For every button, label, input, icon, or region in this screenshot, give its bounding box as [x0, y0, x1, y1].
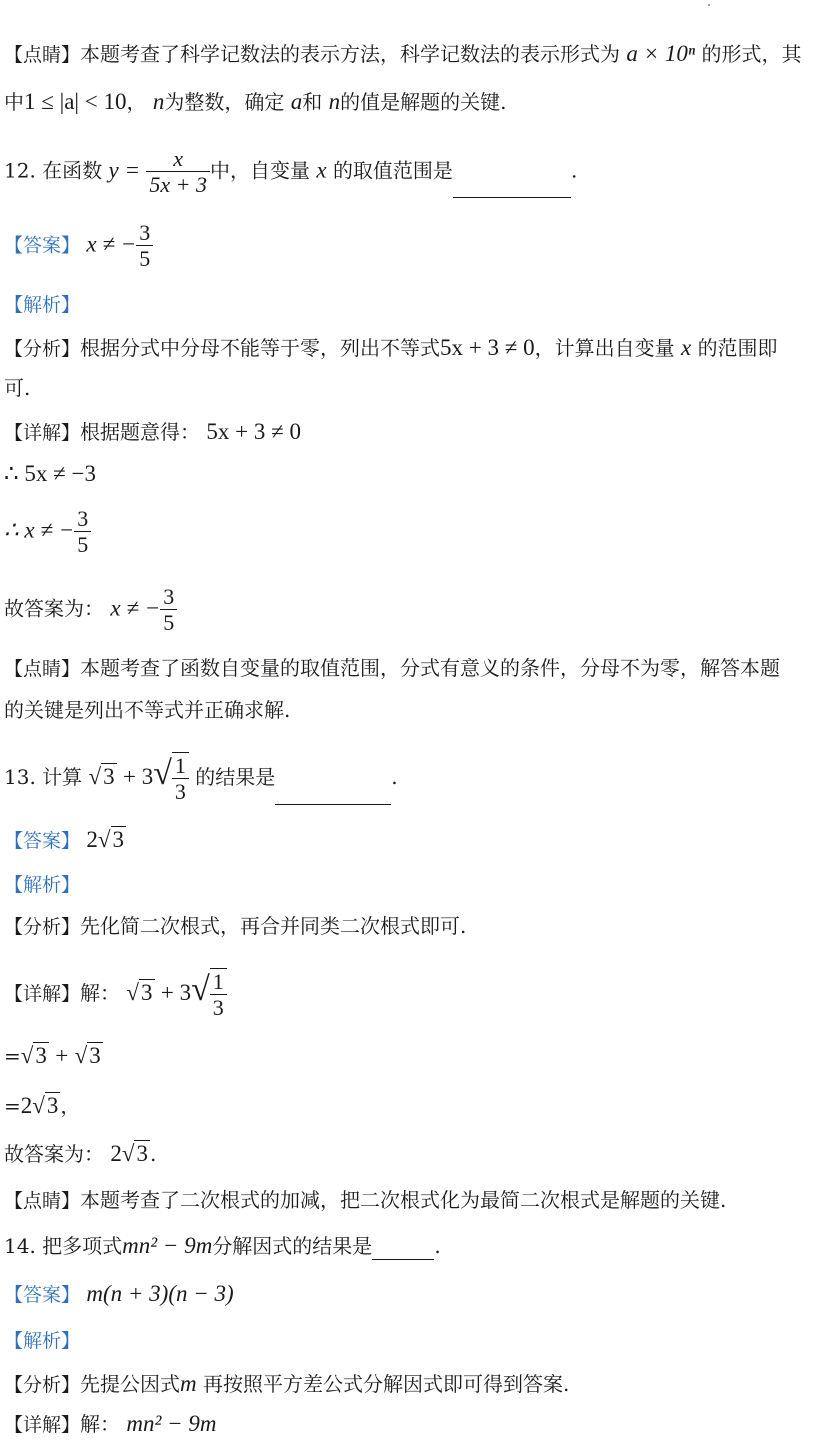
radicand-fraction: [172, 752, 189, 805]
analysis-tag: 【解析】: [4, 294, 81, 316]
coefficient: 2: [110, 1141, 122, 1166]
xiangjie-tag: 【详解】: [4, 982, 81, 1005]
q12-answer: [4, 220, 153, 272]
question-13: [4, 752, 398, 805]
radicand: 3: [141, 979, 153, 1005]
var-x: x: [680, 335, 692, 360]
q13-final: [4, 1140, 156, 1168]
text: 解：: [80, 1412, 121, 1436]
sqrt: √3: [88, 763, 115, 789]
question-14: [4, 1232, 441, 1260]
fraction-numerator: 3: [77, 506, 89, 531]
text: 本题考查了函数自变量的取值范围，分式有意义的条件，分母不为零，解答本题: [80, 656, 781, 680]
fenxi-tag: 【分析】: [4, 916, 81, 938]
text-zhong: 中: [4, 90, 24, 114]
text: ，计算出自变量: [534, 336, 675, 360]
text: 可.: [4, 376, 31, 400]
question-12-suffix: 的取值范围是: [332, 158, 453, 183]
q12-final: [4, 584, 177, 636]
radicand: 3: [89, 1043, 101, 1068]
sqrt: √3: [32, 1093, 59, 1118]
radicand-fraction: [210, 968, 227, 1021]
text: 解：: [80, 980, 121, 1005]
dianjing-tag: 【点睛】: [4, 44, 81, 66]
q14-jiexi: [4, 1328, 80, 1353]
coefficient: 2: [86, 827, 98, 852]
dianjing-tag: 【点睛】: [4, 658, 81, 680]
q12-jiexi: [4, 292, 80, 317]
radicand: 3: [103, 763, 115, 789]
radicand: 3: [35, 1043, 47, 1068]
period: .: [570, 158, 578, 183]
q12-xiangjie: [4, 418, 301, 446]
question-12-prefix: 12. 在函数: [4, 158, 103, 183]
question-12-mid: 中，自变量: [210, 158, 310, 183]
function-lhs: y =: [108, 157, 141, 183]
function-fraction: [146, 146, 210, 198]
dianjing-tag: 【点睛】: [4, 1190, 81, 1212]
q14-answer: [4, 1280, 234, 1308]
sci-notation-formula: a × 10ⁿ: [626, 41, 696, 66]
var-m: m: [180, 1371, 197, 1396]
corner-mark: [708, 4, 710, 6]
step-fraction: [74, 506, 91, 558]
text: 的值是解题的关键.: [340, 90, 507, 114]
var-n: n: [152, 89, 165, 114]
question-14-suffix: 分解因式的结果是: [212, 1234, 373, 1258]
period: .: [391, 764, 398, 789]
fenxi-tag: 【分析】: [4, 1374, 81, 1396]
answer-fraction: [136, 220, 153, 272]
answer-blank: [372, 1259, 434, 1260]
fraction-denominator: 5: [136, 245, 153, 271]
plus-term: + 3: [123, 763, 154, 789]
polynomial: mn² − 9m: [122, 1233, 213, 1258]
q12-dianjing-line-2: [4, 698, 290, 722]
q12-dianjing-line-1: [4, 656, 780, 681]
q12-fenxi-line-1: [4, 334, 778, 362]
text: 和: [302, 90, 323, 114]
fraction-denominator: 5x + 3: [146, 171, 210, 197]
inequality-formula: 5x + 3 ≠ 0: [206, 419, 301, 444]
question-14-prefix: 14. 把多项式: [4, 1234, 123, 1258]
sqrt: √3: [121, 1141, 148, 1166]
coefficient: 2: [20, 1093, 33, 1118]
equals: =: [4, 1094, 21, 1118]
plus: +: [55, 1043, 69, 1068]
text: 的关键是列出不等式并正确求解.: [4, 698, 291, 722]
var-n: n: [328, 89, 341, 114]
text: 再按照平方差公式分解因式即可得到答案.: [196, 1372, 570, 1396]
radicand: 3: [136, 1141, 148, 1166]
text: 根据分式中分母不能等于零，列出不等式: [80, 336, 441, 360]
text: 故答案为：: [4, 1142, 104, 1166]
var-a: a: [290, 89, 303, 114]
sqrt-fraction: √: [191, 970, 210, 1008]
fraction-numerator: 1: [174, 753, 186, 778]
answer-blank: [453, 197, 571, 198]
q13-eq-2: [4, 1092, 80, 1120]
fenxi-tag: 【分析】: [4, 338, 81, 360]
q13-answer: [4, 826, 126, 854]
dianjing-line-2: [4, 88, 506, 116]
xiangjie-tag: 【详解】: [4, 1414, 81, 1436]
xiangjie-tag: 【详解】: [4, 422, 81, 444]
sqrt-fraction: √: [153, 754, 172, 792]
dianjing-text-end: 的形式，其: [701, 42, 802, 66]
q14-xiangjie: [4, 1410, 217, 1438]
question-13-suffix: 的结果是: [195, 764, 276, 789]
analysis-tag: 【解析】: [4, 874, 81, 896]
text: 故答案为：: [4, 596, 104, 621]
equals: =: [4, 1044, 21, 1068]
q13-eq-1: [4, 1042, 103, 1070]
text: 的范围即: [697, 336, 778, 360]
fraction-denominator: 5: [160, 609, 177, 635]
sqrt: √3: [97, 827, 124, 852]
fraction-denominator: 5: [74, 531, 91, 557]
q13-dianjing: [4, 1188, 726, 1213]
q13-jiexi: [4, 872, 80, 897]
dianjing-line-1: [4, 40, 802, 68]
answer-tag: 【答案】: [4, 234, 81, 257]
question-13-prefix: 13. 计算: [4, 764, 83, 789]
q12-step-1: ∴ 5x ≠ −3: [4, 461, 96, 486]
text: 为整数，确定: [164, 90, 285, 114]
fraction-denominator: 3: [172, 778, 189, 804]
sqrt: √3: [126, 979, 153, 1005]
sqrt: √3: [74, 1043, 101, 1068]
fraction-denominator: 3: [210, 994, 227, 1020]
fraction-numerator: x: [173, 146, 184, 171]
q12-step-2: [4, 506, 91, 558]
radicand: 3: [112, 827, 124, 852]
range-formula: 1 ≤ |a| < 10: [24, 89, 127, 114]
final-fraction: [160, 584, 177, 636]
plus-term: + 3: [160, 979, 192, 1005]
text: 本题考查了二次根式的加减，把二次根式化为最简二次根式是解题的关键.: [80, 1188, 727, 1212]
q13-xiangjie: [4, 968, 227, 1021]
q13-fenxi: [4, 914, 466, 939]
sqrt: √3: [20, 1043, 47, 1068]
fraction-numerator: 3: [163, 584, 175, 609]
answer-blank: [275, 804, 391, 805]
period: .: [434, 1234, 441, 1258]
final-lhs: x ≠ −: [110, 595, 161, 621]
analysis-tag: 【解析】: [4, 1330, 81, 1352]
inequality-formula: 5x + 3 ≠ 0: [440, 335, 535, 360]
question-12: [4, 146, 577, 198]
comma: ，: [126, 90, 147, 114]
text: 先提公因式: [80, 1372, 181, 1396]
answer-lhs: x ≠ −: [86, 231, 137, 257]
answer-tag: 【答案】: [4, 1284, 81, 1306]
q12-fenxi-line-2: [4, 376, 30, 400]
q14-fenxi: [4, 1370, 569, 1398]
fraction-numerator: 3: [139, 220, 151, 245]
fraction-numerator: 1: [212, 969, 224, 994]
text: 先化简二次根式，再合并同类二次根式即可.: [80, 914, 467, 938]
period: .: [149, 1142, 157, 1166]
radicand: 3: [46, 1093, 59, 1118]
answer-tag: 【答案】: [4, 830, 81, 852]
var-x: x: [316, 157, 327, 183]
step-lhs: ∴ x ≠ −: [4, 517, 75, 543]
dianjing-text: 本题考查了科学记数法的表示方法，科学记数法的表示形式为: [80, 42, 621, 66]
polynomial: mn² − 9m: [126, 1411, 217, 1436]
factored-answer: m(n + 3)(n − 3): [86, 1281, 234, 1306]
comma: ，: [60, 1094, 81, 1118]
text: 根据题意得：: [80, 420, 201, 444]
